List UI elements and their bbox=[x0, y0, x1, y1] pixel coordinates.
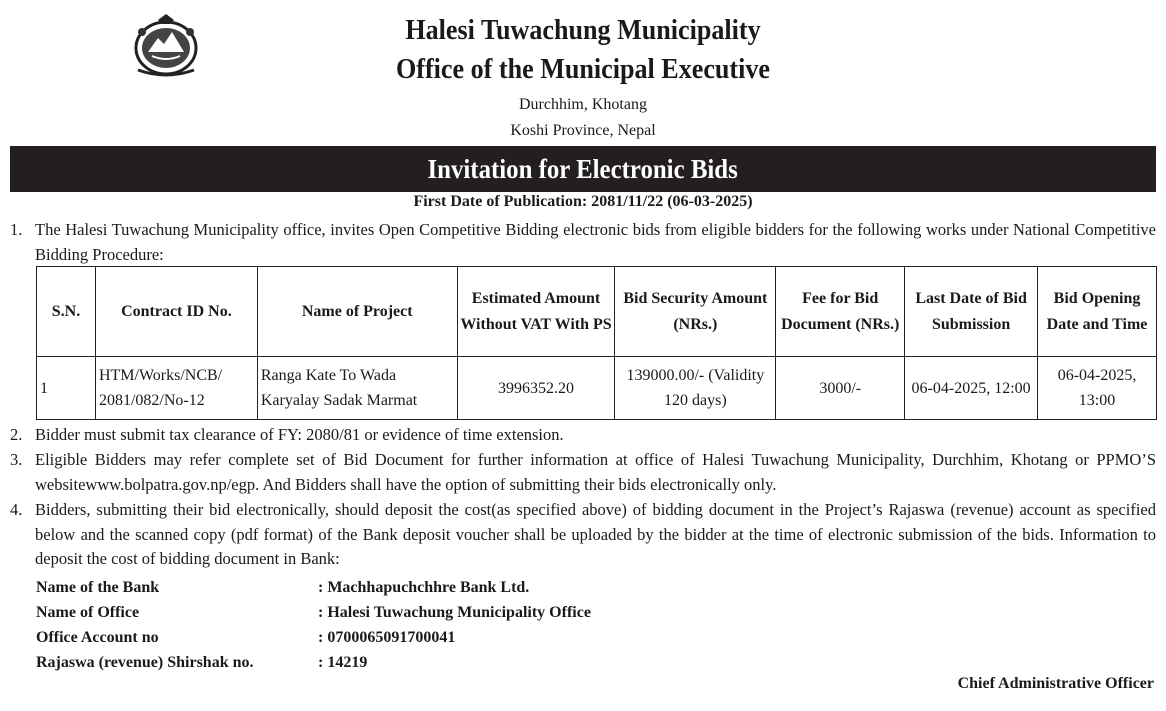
table-row bbox=[37, 357, 1157, 420]
header-opening: Bid Opening Date and Time bbox=[1038, 267, 1157, 357]
bank-name-value: : Machhapuchchhre Bank Ltd. bbox=[318, 579, 530, 596]
notice-banner bbox=[10, 146, 1156, 192]
shirshak-value: : 14219 bbox=[318, 654, 368, 671]
paragraph-2 bbox=[10, 423, 1156, 448]
bid-table bbox=[36, 266, 1157, 420]
header-sn: S.N. bbox=[37, 267, 96, 357]
cell-opening: 06-04-2025, 13:00 bbox=[1038, 357, 1157, 420]
cell-project: Ranga Kate To Wada Karyalay Sadak Marmat bbox=[257, 357, 457, 420]
bank-name-label: Name of the Bank bbox=[36, 579, 160, 596]
paragraph-text: Eligible Bidders may refer complete set of Bid Document for further information at office of Halesi Tuwachung Municipality, Durchhim, Khotang or PPMO’S websitewww.bolpatra.gov.np/egp. And Bidders shall have the option of submitting their bids electronically only. bbox=[35, 450, 1156, 494]
cell-contract-id: HTM/Works/NCB/ 2081/082/No-12 bbox=[95, 357, 257, 420]
paragraph-4 bbox=[10, 498, 1156, 572]
address-line-1: Durchhim, Khotang bbox=[519, 96, 647, 113]
office-name-label: Name of Office bbox=[36, 604, 140, 621]
cell-security: 139000.00/- (Validity 120 days) bbox=[615, 357, 776, 420]
paragraph-number: 3. bbox=[10, 450, 23, 469]
cell-amount: 3996352.20 bbox=[457, 357, 615, 420]
cell-last-date: 06-04-2025, 12:00 bbox=[905, 357, 1038, 420]
table-header-row bbox=[37, 267, 1157, 357]
municipality-title: Halesi Tuwachung Municipality bbox=[405, 14, 761, 46]
paragraph-text: Bidder must submit tax clearance of FY: 2080/81 or evidence of time extension. bbox=[35, 425, 564, 444]
paragraph-number: 4. bbox=[10, 500, 23, 519]
notice-title: Invitation for Electronic Bids bbox=[427, 154, 739, 184]
shirshak-label: Rajaswa (revenue) Shirshak no. bbox=[36, 654, 254, 671]
publication-date: First Date of Publication: 2081/11/22 (06-03-2025) bbox=[413, 193, 753, 210]
cell-fee: 3000/- bbox=[776, 357, 905, 420]
header-fee: Fee for Bid Document (NRs.) bbox=[776, 267, 905, 357]
paragraph-1 bbox=[10, 218, 1156, 267]
header-amount: Estimated Amount Without VAT With PS bbox=[457, 267, 615, 357]
paragraph-text: The Halesi Tuwachung Municipality office, invites Open Competitive Bidding electronic bids from eligible bidders for the following works under National Competitive Bidding Procedure: bbox=[35, 220, 1156, 264]
header-security: Bid Security Amount (NRs.) bbox=[615, 267, 776, 357]
header-last-date: Last Date of Bid Submission bbox=[905, 267, 1038, 357]
cell-sn: 1 bbox=[37, 357, 96, 420]
paragraph-text: Bidders, submitting their bid electronically, should deposit the cost(as specified above) of bidding document in the Project’s Rajaswa (revenue) account as specified below and the scanned copy (pdf format) of the Bank deposit voucher shall be uploaded by the bidder at the time of electronic submission of the bids. Information to deposit the cost of bidding document in Bank: bbox=[35, 500, 1156, 568]
office-title: Office of the Municipal Executive bbox=[395, 53, 771, 85]
signatory-title: Chief Administrative Officer bbox=[957, 675, 1154, 692]
address-line-2: Koshi Province, Nepal bbox=[510, 122, 656, 139]
paragraph-3 bbox=[10, 448, 1156, 497]
account-value: : 0700065091700041 bbox=[318, 629, 456, 646]
paragraph-number: 2. bbox=[10, 425, 23, 444]
office-name-value: : Halesi Tuwachung Municipality Office bbox=[318, 604, 591, 621]
header-contract-id: Contract ID No. bbox=[95, 267, 257, 357]
header-project: Name of Project bbox=[257, 267, 457, 357]
paragraph-number: 1. bbox=[10, 220, 23, 239]
account-label: Office Account no bbox=[36, 629, 159, 646]
